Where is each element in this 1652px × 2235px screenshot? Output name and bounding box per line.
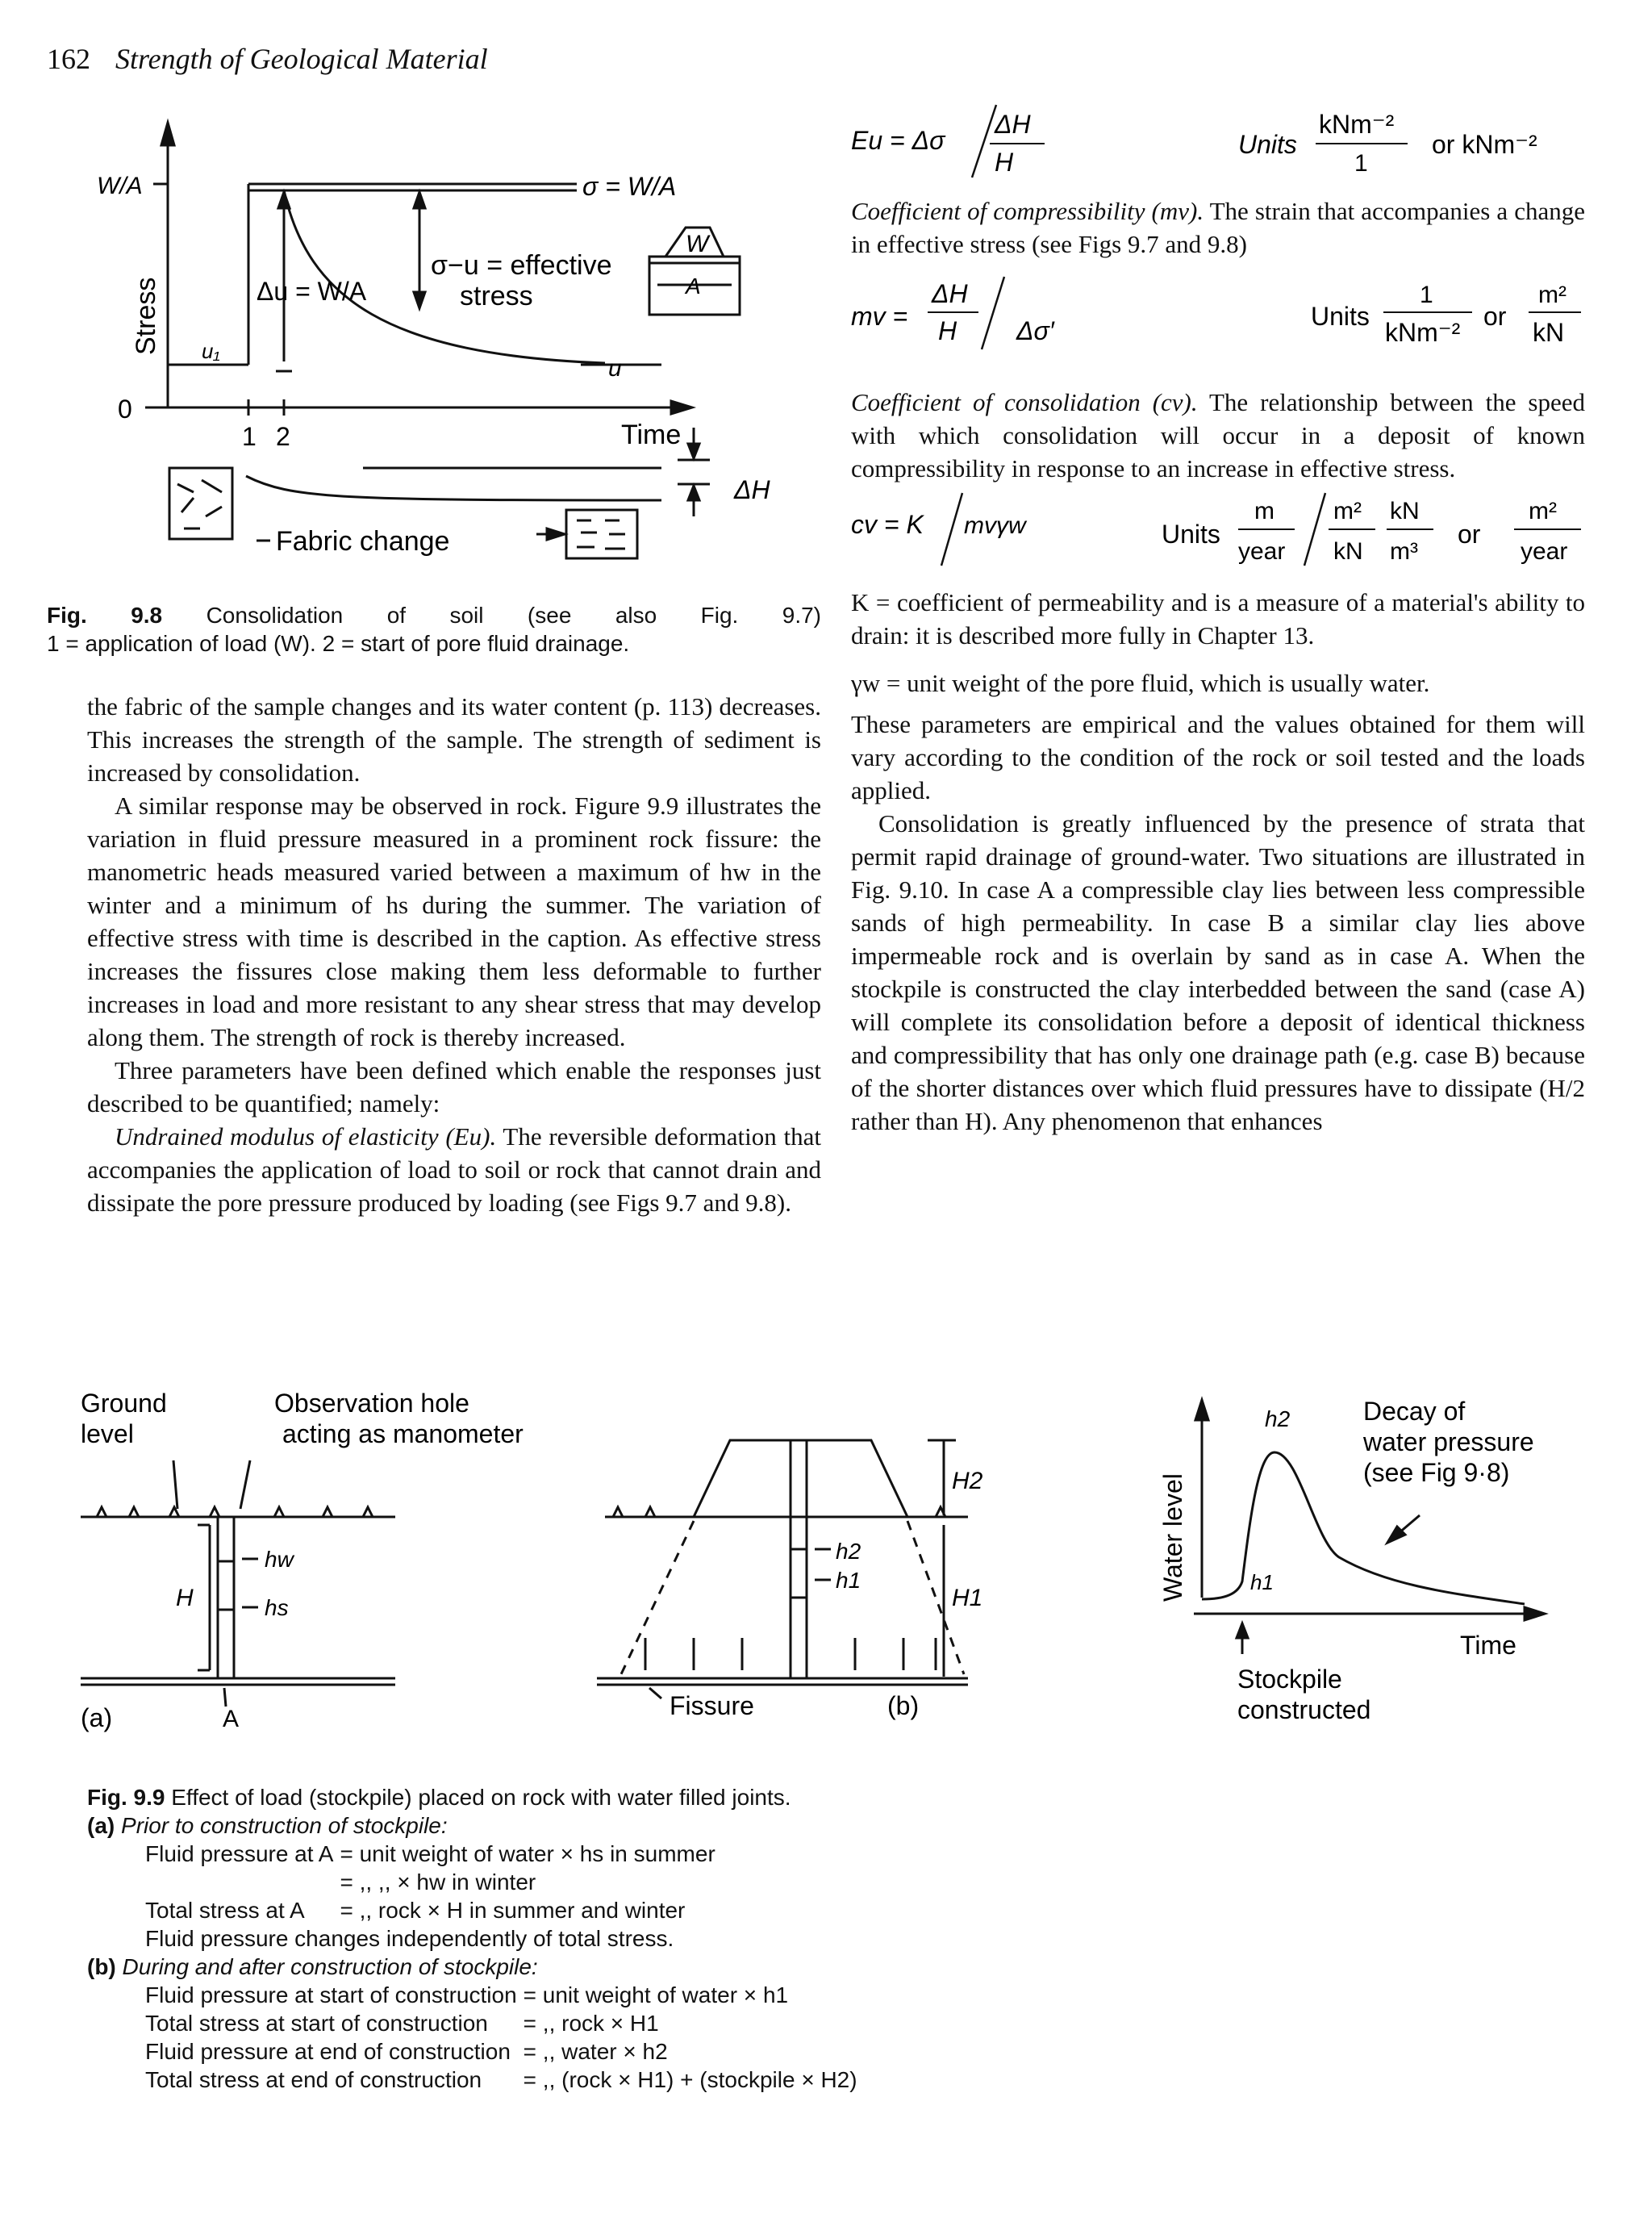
right-column [851,89,1585,1138]
fig99-hw: hw [265,1547,294,1572]
fig99-obs-2: acting as manometer [282,1419,524,1448]
eq2-unit-den: kNm⁻² [1385,318,1461,347]
eq1-lhs: Eu = Δσ [851,126,945,155]
fig98-delta-u: Δu = W/A [257,277,367,306]
eq3-alt-num: m² [1529,498,1557,524]
cv-title: Coefficient of consolidation (cv). [851,388,1198,416]
right-para-1: These parameters are empirical and the values obtained for them will vary according to the condition of the rock or soil tested and the loads applied. [851,710,1585,804]
fig98-tick-1: 1 [242,422,257,451]
fig98-fabric: Fabric change [276,526,450,557]
fig99-caption [87,1783,1216,2094]
table-row [145,1981,864,2009]
eq1-den: H [995,148,1014,177]
b-row-1-value: = unit weight of water × h1 [523,1982,789,2007]
eq2-div: Δσ′ [1016,316,1054,345]
eq1-units: Units [1238,130,1297,159]
fig98-y-tick: W/A [97,173,143,199]
fig99-h2: h2 [836,1539,861,1564]
eq3-lhs: cv = K [851,510,924,539]
fig98-sigma-label: σ = W/A [582,172,677,201]
fig99-H: H [176,1585,194,1611]
fig99-H1: H1 [952,1585,983,1611]
a-row-1-label: Fluid pressure at A [145,1841,334,1866]
fig99-decay-3: (see Fig 9·8) [1363,1458,1510,1487]
fig99-label-b: (b) [887,1691,920,1720]
mv-text: The strain that accompanies a change in effective stress (see Figs 9.7 and 9.8) [851,197,1585,258]
fig99-decay-1: Decay of [1363,1397,1466,1426]
page-number: 162 [47,43,90,75]
table-row [145,1840,722,1868]
fig98-effective-2: stress [460,281,533,311]
table-row [145,1868,722,1896]
b-row-4-label: Total stress at end of construction [145,2067,482,2092]
fig99-graph-h2: h2 [1265,1406,1291,1431]
eq3-or: or [1458,520,1481,549]
eq2-units: Units [1311,302,1370,331]
fig99-a-label: (a) [87,1813,115,1838]
fig99-caption-num: Fig. 9.9 [87,1785,165,1810]
table-row [145,1896,722,1924]
eq3-u2-den: kN [1333,538,1363,565]
table-row [145,2037,864,2066]
right-para-2: Consolidation is greatly influenced by the presence of strata that permit rapid drainage of ground-water. Two situations are illustrated in Fig. 9.10. In case A a compressible clay lies between less compressible sands of high permeability. In case B a similar clay lies above impermeable rock and is overlain by sand as in case A. When the stockpile is constructed the clay interbedded between the sand (case A) will complete its consolidation before a deposit of identical thickness and compressibility that has only one drainage path (e.g. case B) because of the shorter distances over which fluid pressures have to dissipate (H/2 rather than H). Any phenomenon that enhances [851,809,1585,1135]
eq2-num: ΔH [932,279,968,308]
a-row-1-value: = unit weight of water × hs in summer [340,1841,715,1866]
b-row-3-label: Fluid pressure at end of construction [145,2039,511,2064]
left-para-3: Three parameters have been defined which enable the responses just described to be quantified; namely: [87,1056,821,1118]
eq3-u1-num: m [1254,498,1274,524]
eu-title: Undrained modulus of elasticity (Eu). [115,1122,497,1151]
fig99-ground-1: Ground [81,1389,167,1418]
fig99-fissure: Fissure [670,1691,754,1720]
fig99-b-label: (b) [87,1954,116,1979]
fig98-caption [47,601,821,658]
b-row-4-value: = ,, (rock × H1) + (stockpile × H2) [523,2067,857,2092]
fig98-origin: 0 [118,395,132,424]
eq2-alt-den: kN [1533,318,1565,347]
gamma-definition: γw = unit weight of the pore fluid, which is usually water. [851,669,1430,697]
fig98-u: u [608,355,622,382]
eq1-unit-num: kNm⁻² [1319,110,1395,139]
eu-text: The reversible deformation that accompanies the application of load to soil or rock that cannot drain and dissipate the pore pressure produced by loading (see Figs 9.7 and 9.8). [87,1122,821,1217]
fig99-H2: H2 [952,1468,983,1494]
left-column [87,690,821,1219]
fig99-ground-2: level [81,1419,134,1448]
fig98-caption-num: Fig. 9.8 [47,603,163,628]
eq3-u3-den: m³ [1390,538,1418,565]
table-row [145,2009,864,2037]
cv-text: The relationship between the speed with which consolidation will occur in a deposit of known compressibility in response to an increase in effective stress. [851,388,1585,483]
fig98-caption-line2: 1 = application of load (W). 2 = start of pore fluid drainage. [47,631,630,656]
fig99-label-a: (a) [81,1703,113,1732]
mv-paragraph [851,194,1585,261]
fig99-water-level: Water level [1158,1473,1187,1602]
fig98-caption-line1: Consolidation of soil (see also Fig. 9.7) [162,603,822,628]
eq2-alt-num: m² [1538,282,1566,308]
fig99-a-title: Prior to construction of stockpile: [121,1813,448,1838]
running-title: Strength of Geological Material [115,43,488,75]
fig99-caption-title: Effect of load (stockpile) placed on rock with water filled joints. [165,1785,791,1810]
fig99-decay-2: water pressure [1363,1427,1534,1456]
fig98-tick-2: 2 [276,422,290,451]
fig98-delta-h: ΔH [734,475,770,504]
fig99-h1: h1 [836,1568,861,1593]
b-row-2-label: Total stress at start of construction [145,2011,488,2036]
b-row-2-value: = ,, rock × H1 [523,2011,659,2036]
eq1-num: ΔH [995,110,1031,139]
fig99-time: Time [1460,1631,1516,1660]
right-text [851,586,1585,1138]
fig99-b-table [145,1981,864,2094]
cv-paragraph [851,386,1585,485]
eq3-units: Units [1162,520,1220,549]
fig99-a-table [145,1840,722,1953]
b-row-3-value: = ,, water × h2 [523,2039,668,2064]
fig98-time: Time [621,420,682,450]
mv-title: Coefficient of compressibility (mv). [851,197,1204,225]
left-para-2: A similar response may be observed in rock. Figure 9.9 illustrates the variation in fluid pressure measured in a prominent rock fissure: the manometric heads measured varied between a maximum of hw in the winter and a minimum of hs during the summer. The variation of effective stress with time is described in the caption. As effective stress increases the fissures close making them less deformable to further increases in load and more resistant to any shear stress that may develop along them. The strength of rock is thereby increased. [87,792,821,1051]
fig99-A: A [223,1706,240,1732]
eq1-unit-den: 1 [1354,150,1368,177]
fig98-u1: u₁ [202,339,220,363]
eq3-u3-num: kN [1390,498,1420,524]
a-row-3-label: Total stress at A [145,1898,305,1923]
fig99-hs: hs [265,1595,289,1620]
equation-eu [851,89,1585,186]
fig98-box-w: W [686,231,709,257]
fig99-stock-1: Stockpile [1237,1665,1342,1694]
figure-9-9 [81,1388,1613,1767]
table-row [145,2066,864,2094]
a-row-2-label [145,1868,340,1896]
equation-mv [851,261,1585,357]
running-header [47,42,488,76]
fig98-box-a: A [686,274,701,299]
b-row-1-label: Fluid pressure at start of construction [145,1982,517,2007]
fig99-obs-1: Observation hole [274,1389,469,1418]
fig99-b-title: During and after construction of stockpile: [122,1954,538,1979]
eq3-alt-den: year [1521,538,1568,565]
fig99-stock-2: constructed [1237,1695,1371,1724]
fig99-graph-h1: h1 [1250,1570,1274,1594]
a-row-3-value: = ,, rock × H in summer and winter [340,1898,686,1923]
eq2-lhs: mv = [851,302,908,331]
left-para-1: the fabric of the sample changes and its water content (p. 113) decreases. This increases the strength of the sample. The strength of sediment is increased by consolidation. [87,692,821,787]
k-definition: K = coefficient of permeability and is a measure of a material's ability to drain: it is described more fully in Chapter 13. [851,588,1585,650]
eq3-u1-den: year [1238,538,1286,565]
eq3-u2-num: m² [1333,498,1362,524]
eq1-unit-alt: or kNm⁻² [1432,130,1537,159]
a-row-4-label: Fluid pressure changes independently of total stress. [145,1926,674,1951]
eq2-or: or [1483,302,1507,331]
fig98-y-label: Stress [131,277,161,355]
left-para-eu [87,1120,821,1219]
figure-9-8 [97,113,823,589]
a-row-2-value: = ,, ,, × hw in winter [340,1869,536,1895]
equation-cv [851,485,1585,574]
table-row [145,1924,722,1953]
fig98-effective-1: σ−u = effective [431,250,612,281]
eq2-den: H [938,316,957,345]
eq2-unit-num: 1 [1420,282,1433,308]
eq3-div: mvγw [964,512,1026,539]
